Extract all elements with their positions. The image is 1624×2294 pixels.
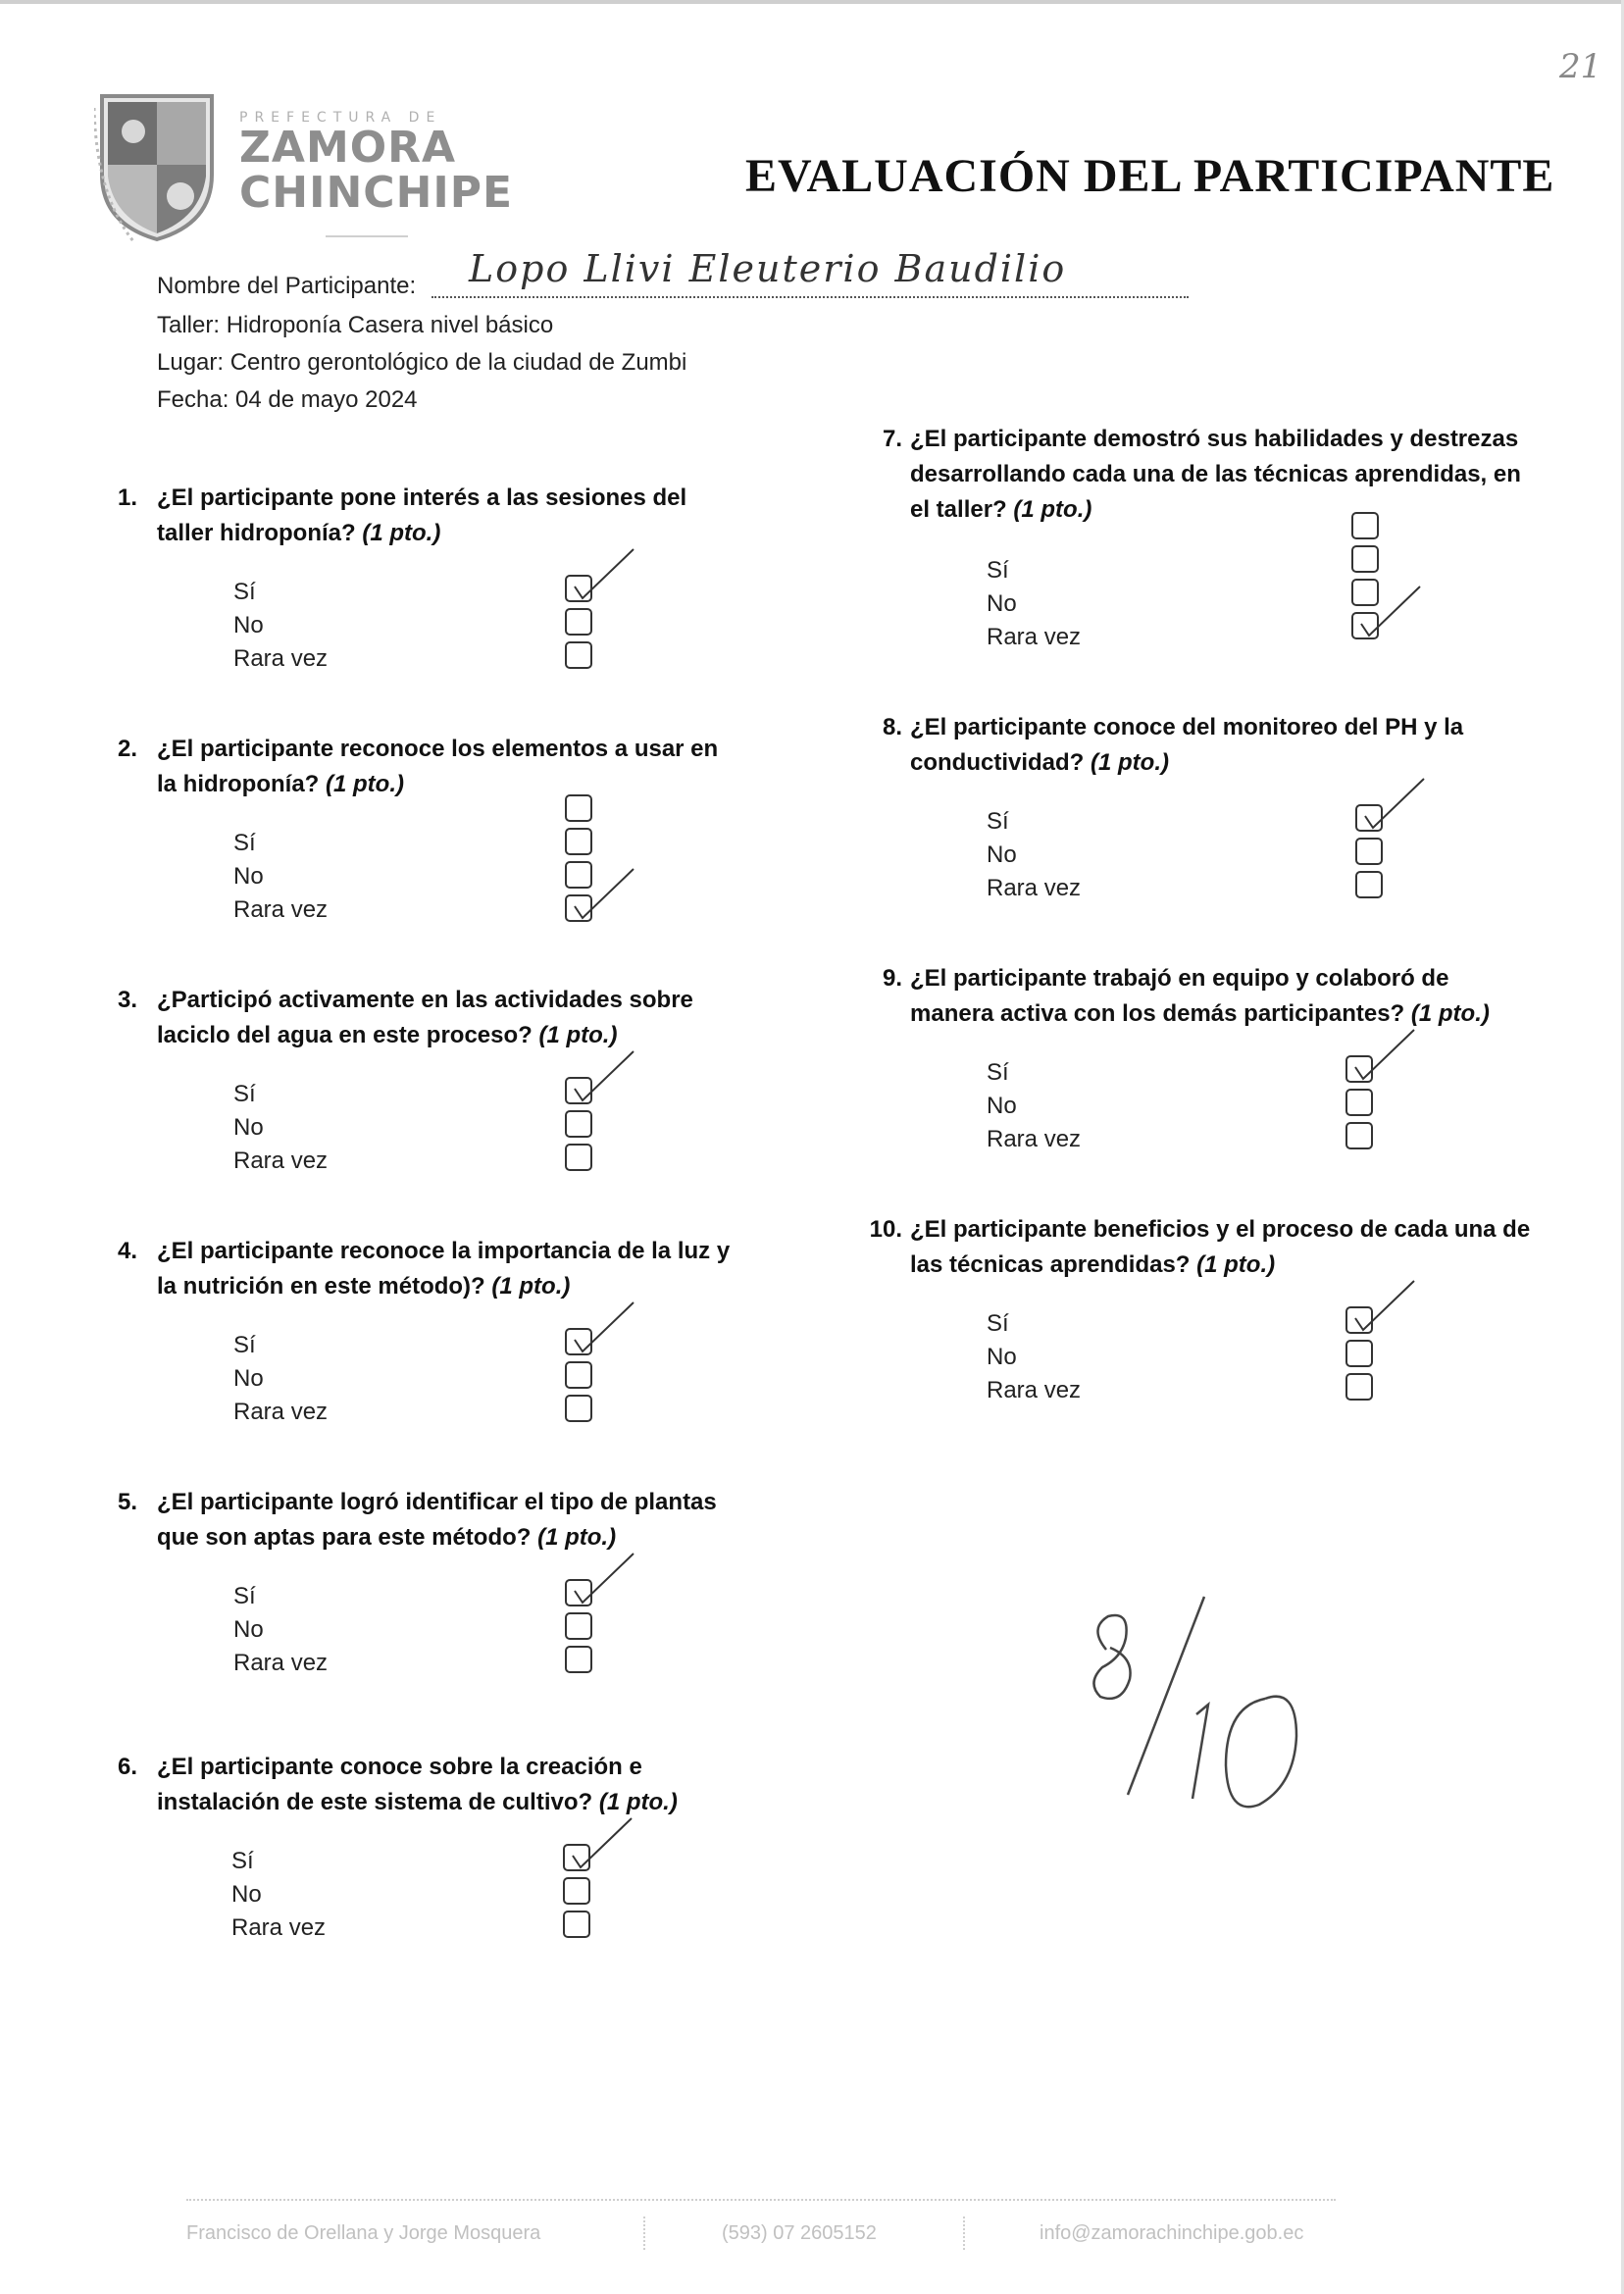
question-line: ¿El participante demostró sus habilidades y destrezas — [910, 426, 1519, 452]
answer-checkbox[interactable] — [1345, 1122, 1373, 1149]
answer-checkbox[interactable] — [565, 794, 592, 822]
question-line: ¿El participante reconoce los elementos a usar en — [157, 736, 719, 762]
answer-checkbox[interactable] — [1351, 512, 1379, 539]
question-points: (1 pto.) — [362, 520, 441, 546]
option-label: Sí — [233, 1332, 256, 1358]
option-label: Sí — [987, 1310, 1009, 1337]
question-points: (1 pto.) — [1410, 1000, 1490, 1027]
option-label: Sí — [233, 579, 256, 605]
answer-checkbox[interactable] — [1355, 838, 1383, 865]
answer-checkbox[interactable] — [1351, 545, 1379, 573]
question-line-end: instalación de este sistema de cultivo? — [157, 1789, 593, 1815]
checkmark-icon — [1355, 579, 1424, 637]
answer-checkbox[interactable] — [565, 1110, 592, 1138]
logo-line3: CHINCHIPE — [239, 168, 514, 218]
question-line: ¿El participante conoce del monitoreo del PH y la — [910, 714, 1464, 740]
answer-checkbox[interactable] — [565, 1361, 592, 1389]
option-label: No — [987, 590, 1017, 617]
question-line — [910, 1248, 1530, 1283]
checkmark-icon — [569, 1546, 637, 1605]
option-label: No — [231, 1881, 262, 1908]
question-points: (1 pto.) — [1013, 496, 1092, 523]
answer-checkbox[interactable] — [565, 1612, 592, 1640]
question-line: desarrollando cada una de las técnicas aprendidas, en — [910, 461, 1521, 487]
question-number: 3. — [117, 987, 137, 1013]
question-number: 2. — [117, 736, 137, 762]
logo-underline — [326, 235, 408, 237]
option-label: No — [233, 612, 264, 638]
question-line-end: la nutrición en este método)? — [157, 1273, 485, 1300]
participant-name-handwritten: Lopo Llivi Eleuterio Baudilio — [469, 247, 1067, 290]
option-label: Rara vez — [233, 896, 329, 923]
question-line-end: manera activa con los demás participantes? — [910, 1000, 1405, 1027]
question-number: 6. — [117, 1754, 137, 1780]
option-label: No — [987, 841, 1017, 868]
question-line — [157, 767, 718, 802]
score-value: 8/10 — [1079, 1589, 1081, 1590]
location-line: Lugar: Centro gerontológico de la ciudad de Zumbi — [157, 349, 687, 376]
question-number: 7. — [882, 426, 902, 452]
option-label: Sí — [233, 1583, 256, 1609]
checkmark-icon — [1349, 1273, 1418, 1332]
logo-line2: ZAMORA — [239, 123, 457, 173]
option-label: No — [987, 1344, 1017, 1370]
question-points: (1 pto.) — [491, 1273, 571, 1300]
question-number: 9. — [882, 965, 902, 992]
answer-checkbox[interactable] — [563, 1877, 590, 1905]
option-label: Rara vez — [231, 1914, 327, 1941]
date-line: Fecha: 04 de mayo 2024 — [157, 386, 418, 413]
name-label: Nombre del Participante: — [157, 273, 417, 299]
question-number: 4. — [117, 1238, 137, 1264]
question-number: 5. — [117, 1489, 137, 1515]
prefecture-logo-text — [239, 110, 513, 216]
option-label: Rara vez — [987, 1377, 1082, 1403]
question-line-end: taller hidroponía? — [157, 520, 356, 546]
handwritten-score — [1079, 1589, 1334, 1844]
checkmark-icon — [567, 1810, 635, 1869]
question-line: ¿Participó activamente en las actividades sobre — [157, 987, 693, 1013]
answer-checkbox[interactable] — [565, 1395, 592, 1422]
answer-checkbox[interactable] — [565, 608, 592, 636]
answer-checkbox[interactable] — [565, 641, 592, 669]
checkmark-icon — [569, 1044, 637, 1102]
question-points: (1 pto.) — [326, 771, 404, 797]
option-label: Sí — [987, 557, 1009, 584]
answer-checkbox[interactable] — [1345, 1089, 1373, 1116]
footer-address: Francisco de Orellana y Jorge Mosquera — [186, 2222, 541, 2244]
answer-checkbox[interactable] — [1345, 1373, 1373, 1401]
option-label: No — [987, 1093, 1017, 1119]
question-line-end: que son aptas para este método? — [157, 1524, 532, 1551]
option-label: Sí — [231, 1848, 254, 1874]
footer-separator — [643, 2217, 649, 2250]
question-line: ¿El participante trabajó en equipo y colaboró de — [910, 965, 1449, 992]
answer-checkbox[interactable] — [565, 1144, 592, 1171]
question-line-end: conductividad? — [910, 749, 1085, 776]
question-line-end: el taller? — [910, 496, 1007, 523]
answer-checkbox[interactable] — [1355, 871, 1383, 898]
option-label: Rara vez — [987, 875, 1082, 901]
question-line: ¿El participante logró identificar el tipo de plantas — [157, 1489, 717, 1515]
option-label: Sí — [987, 808, 1009, 835]
page-number: 21 — [1559, 47, 1602, 86]
document-title: EVALUACIÓN DEL PARTICIPANTE — [745, 150, 1555, 202]
checkmark-icon — [1359, 771, 1428, 830]
question-text — [910, 422, 1521, 528]
question-line-end: laciclo del agua en este proceso? — [157, 1022, 533, 1048]
answer-checkbox[interactable] — [1345, 1340, 1373, 1367]
scan-edge-top — [0, 0, 1624, 4]
answer-checkbox[interactable] — [563, 1911, 590, 1938]
answer-checkbox[interactable] — [565, 828, 592, 855]
question-points: (1 pto.) — [1091, 749, 1169, 776]
question-line: ¿El participante conoce sobre la creación e — [157, 1754, 642, 1780]
option-label: No — [233, 1365, 264, 1392]
question-line — [910, 492, 1521, 528]
answer-checkbox[interactable] — [565, 1646, 592, 1673]
question-points: (1 pto.) — [1196, 1251, 1276, 1278]
workshop-line: Taller: Hidroponía Casera nivel básico — [157, 312, 554, 338]
question-line — [157, 1269, 730, 1304]
checkmark-icon — [569, 541, 637, 600]
option-label: Sí — [233, 830, 256, 856]
option-label: Rara vez — [987, 624, 1082, 650]
option-label: Rara vez — [233, 1399, 329, 1425]
checkmark-icon — [569, 1295, 637, 1353]
option-label: Sí — [987, 1059, 1009, 1086]
footer-email: info@zamorachinchipe.gob.ec — [1040, 2222, 1304, 2244]
option-label: Rara vez — [233, 1147, 329, 1174]
question-points: (1 pto.) — [538, 1022, 618, 1048]
question-line: ¿El participante pone interés a las sesiones del — [157, 484, 687, 511]
question-text — [157, 732, 718, 802]
option-label: No — [233, 1114, 264, 1141]
footer-phone: (593) 07 2605152 — [722, 2222, 877, 2244]
question-line: ¿El participante beneficios y el proceso de cada una de — [910, 1216, 1531, 1243]
logo-line1: PREFECTURA DE — [239, 110, 442, 126]
option-label: Sí — [233, 1081, 256, 1107]
name-dotted-line — [431, 294, 1189, 298]
question-text — [910, 1212, 1530, 1283]
checkmark-icon — [1349, 1022, 1418, 1081]
question-points: (1 pto.) — [598, 1789, 678, 1815]
question-number: 8. — [882, 714, 902, 740]
option-label: No — [233, 1616, 264, 1643]
question-points: (1 pto.) — [537, 1524, 617, 1551]
option-label: Rara vez — [233, 645, 329, 672]
footer-divider — [186, 2199, 1336, 2201]
option-label: No — [233, 863, 264, 890]
option-label: Rara vez — [987, 1126, 1082, 1152]
option-label: Rara vez — [233, 1650, 329, 1676]
prefecture-shield-logo — [94, 86, 220, 243]
checkmark-icon — [569, 861, 637, 920]
question-number: 1. — [117, 484, 137, 511]
question-line-end: las técnicas aprendidas? — [910, 1251, 1191, 1278]
question-line-end: la hidroponía? — [157, 771, 320, 797]
question-text — [157, 1234, 730, 1304]
question-number: 10. — [869, 1216, 902, 1243]
footer-separator — [963, 2217, 969, 2250]
question-line: ¿El participante reconoce la importancia de la luz y — [157, 1238, 731, 1264]
